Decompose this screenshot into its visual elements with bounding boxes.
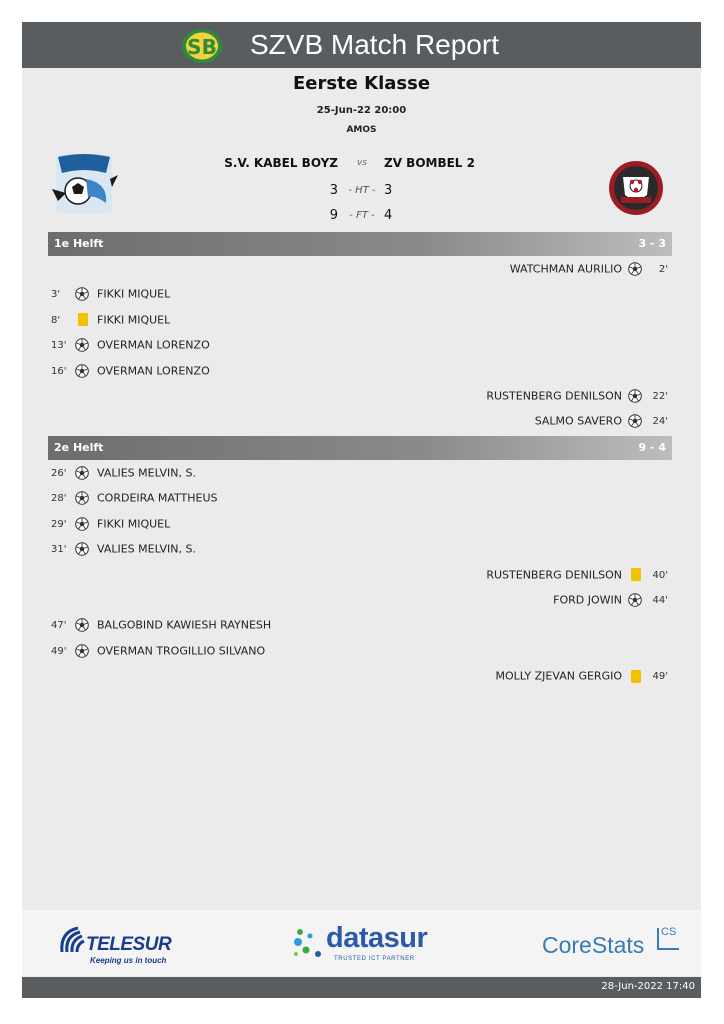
home-event-row	[51, 618, 271, 636]
vs-label: vs	[356, 158, 367, 168]
event-player: FORD JOWIN	[553, 593, 622, 607]
away-event-row	[535, 414, 668, 432]
report-header-bar	[22, 22, 701, 68]
event-player: OVERMAN LORENZO	[97, 338, 210, 352]
event-player: OVERMAN LORENZO	[97, 364, 210, 378]
home-event-row	[51, 313, 170, 331]
halftime-label: - HT -	[348, 185, 376, 196]
event-player: WATCHMAN AURILIO	[509, 262, 622, 276]
half-score: 3 - 3	[638, 237, 666, 250]
away-event-row	[486, 389, 668, 407]
football-icon	[75, 364, 91, 378]
home-event-row	[51, 466, 196, 484]
halftime-home-score: 3	[329, 183, 338, 198]
football-icon	[75, 618, 91, 632]
event-player: BALGOBIND KAWIESH RAYNESH	[97, 618, 272, 632]
home-event-row	[51, 542, 196, 560]
away-team-name: ZV BOMBEL 2	[384, 156, 475, 170]
event-minute: 3'	[51, 289, 61, 301]
league-name: Eerste Klasse	[292, 73, 431, 94]
telesur-sponsor	[56, 922, 176, 968]
away-event-row	[510, 262, 668, 280]
event-minute: 16'	[51, 365, 67, 377]
event-minute: 26'	[51, 468, 67, 479]
event-minute: 2'	[658, 264, 668, 275]
event-player: FIKKI MIQUEL	[97, 313, 171, 327]
svg-text:SB: SB	[187, 35, 217, 59]
home-event-row	[51, 287, 170, 305]
fulltime-away-score: 4	[384, 208, 393, 223]
half-score: 9 - 4	[638, 441, 666, 454]
football-icon	[75, 338, 91, 352]
datasur-tagline: TRUSTED ICT PARTNER	[334, 956, 415, 962]
home-event-row	[51, 364, 210, 382]
yellow-card-icon	[75, 313, 91, 327]
yellow-card-icon	[628, 669, 644, 683]
event-player: RUSTENBERG DENILSON	[486, 389, 622, 403]
corestats-sponsor	[542, 928, 682, 962]
away-event-row	[495, 669, 668, 687]
event-minute: 28'	[51, 493, 67, 505]
home-event-row	[51, 644, 265, 662]
fulltime-label: - FT -	[349, 210, 375, 221]
football-icon	[75, 644, 91, 658]
match-venue: AMOS	[346, 125, 377, 135]
corestats-mark: CS	[661, 926, 677, 938]
half-section-bar	[48, 232, 672, 256]
event-minute: 29'	[51, 518, 67, 530]
event-player: MOLLY ZJEVAN GERGIO	[495, 669, 622, 683]
event-minute: 22'	[652, 391, 668, 402]
football-icon	[628, 593, 644, 607]
report-title: SZVB Match Report	[250, 29, 499, 60]
telesur-tagline: Keeping us in touch	[90, 956, 167, 965]
home-team-name: S.V. KABEL BOYZ	[224, 156, 338, 170]
football-icon	[628, 414, 644, 428]
match-report-page	[22, 22, 701, 998]
event-minute: 8'	[51, 314, 61, 326]
football-icon	[628, 389, 644, 403]
event-player: SALMO SAVERO	[534, 414, 622, 428]
home-event-row	[51, 517, 170, 535]
datasur-sponsor	[292, 920, 432, 968]
halftime-away-score: 3	[384, 183, 393, 198]
datasur-name: datasur	[326, 922, 428, 954]
football-icon	[75, 491, 91, 505]
telesur-name: TELESUR	[86, 934, 172, 955]
football-icon	[628, 262, 644, 276]
event-minute: 24'	[652, 416, 668, 428]
home-event-row	[51, 491, 218, 509]
sponsor-footer	[22, 910, 701, 976]
away-event-row	[553, 593, 668, 611]
event-minute: 44'	[652, 595, 668, 606]
generated-timestamp: 28-Jun-2022 17:40	[601, 981, 695, 992]
fulltime-home-score: 9	[329, 208, 338, 223]
match-datetime: 25-Jun-22 20:00	[316, 105, 407, 116]
event-player: VALIES MELVIN, S.	[97, 466, 196, 480]
yellow-card-icon	[628, 568, 644, 582]
half-section-bar	[48, 436, 672, 460]
event-minute: 47'	[51, 620, 67, 632]
event-minute: 49'	[51, 645, 67, 657]
away-event-row	[486, 568, 668, 586]
football-icon	[75, 287, 91, 301]
fulltime-score-row	[22, 208, 701, 226]
event-player: OVERMAN TROGILLIO SILVANO	[97, 644, 266, 658]
football-icon	[75, 542, 91, 556]
corestats-logo-icon	[657, 928, 679, 950]
home-event-row	[51, 338, 210, 356]
football-icon	[75, 466, 91, 480]
half-label: 1e Helft	[54, 237, 104, 250]
event-minute: 13'	[51, 340, 67, 352]
szvb-logo-icon	[180, 27, 224, 65]
corestats-name: CoreStats	[542, 932, 645, 958]
event-player: RUSTENBERG DENILSON	[486, 568, 622, 582]
event-player: FIKKI MIQUEL	[97, 517, 171, 531]
halftime-score-row	[22, 183, 701, 201]
report-footer-bar	[22, 977, 701, 998]
event-minute: 40'	[652, 569, 668, 581]
event-player: FIKKI MIQUEL	[97, 287, 171, 301]
datasur-logo-icon	[292, 920, 328, 964]
event-minute: 49'	[652, 671, 668, 683]
event-player: VALIES MELVIN, S.	[97, 542, 196, 556]
football-icon	[75, 517, 91, 531]
event-player: CORDEIRA MATTHEUS	[97, 491, 218, 505]
event-minute: 31'	[51, 544, 67, 556]
half-label: 2e Helft	[54, 441, 104, 454]
